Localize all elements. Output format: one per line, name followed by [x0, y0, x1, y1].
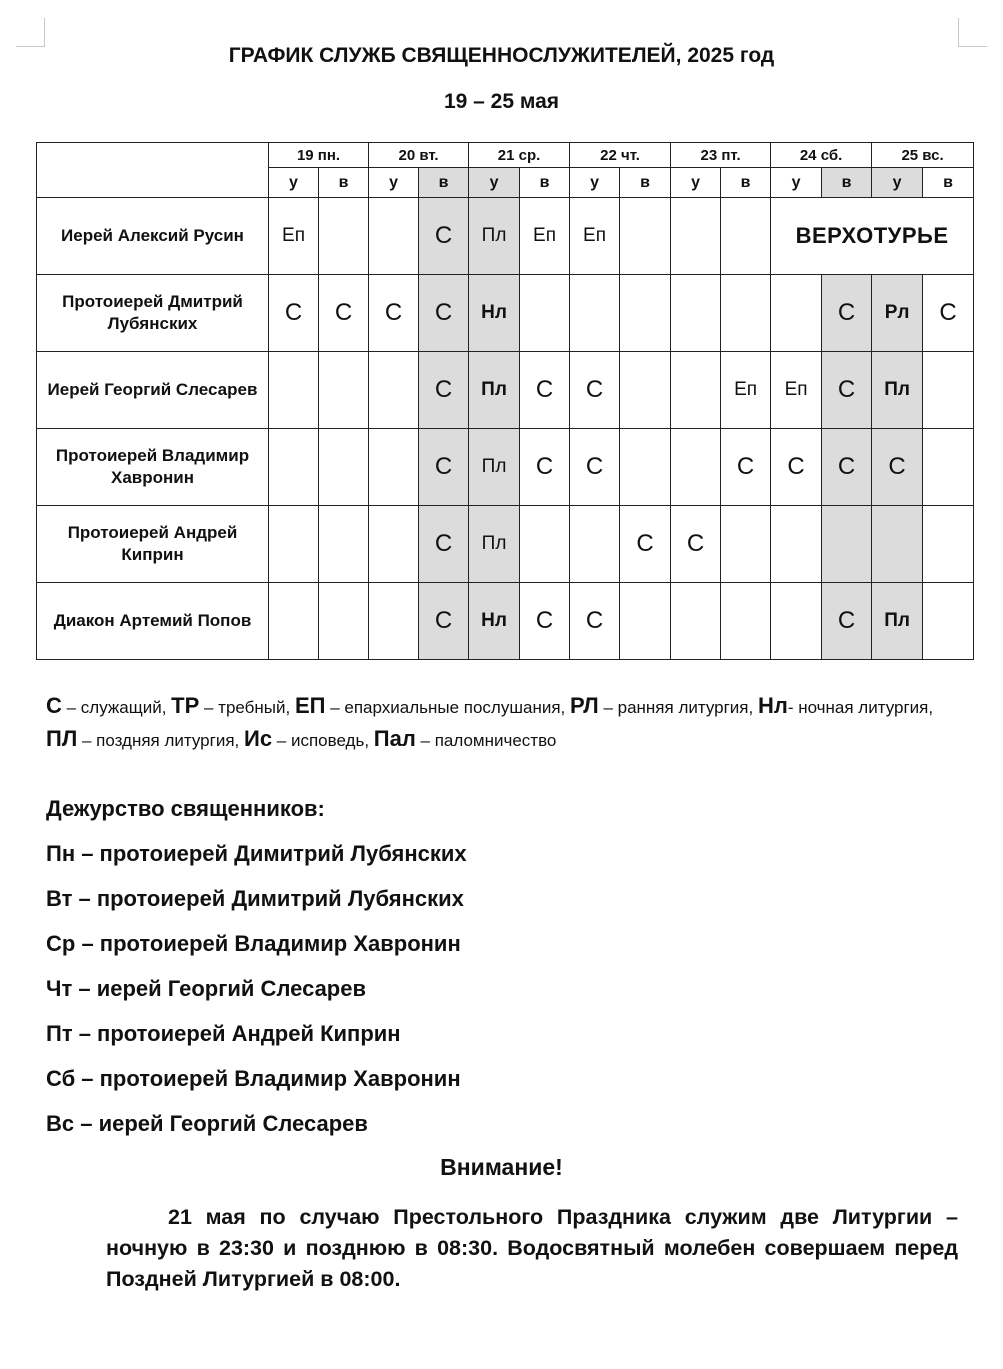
legend-code: Пал [373, 726, 416, 751]
schedule-cell: Еп [269, 198, 319, 275]
day-header: 19 пн. [269, 143, 369, 168]
schedule-cell [520, 275, 570, 352]
schedule-cell [269, 583, 319, 660]
morning-slot-header: у [872, 168, 923, 198]
schedule-cell: Еп [721, 352, 771, 429]
table-row [37, 352, 974, 429]
schedule-cell: С [419, 429, 469, 506]
schedule-cell [721, 275, 771, 352]
legend-code: ЕП [294, 693, 326, 718]
schedule-cell [620, 352, 671, 429]
duty-item: Пн – протоиерей Димитрий Лубянских [46, 841, 467, 866]
name-column-header [37, 143, 269, 198]
notice-heading: Внимание! [440, 1154, 563, 1180]
schedule-cell: Пл [872, 583, 923, 660]
schedule-cell [671, 352, 721, 429]
clergy-name: Протоиерей Дмитрий Лубянских [37, 275, 269, 352]
schedule-cell [620, 429, 671, 506]
morning-slot-header: у [570, 168, 620, 198]
schedule-cell [319, 429, 369, 506]
duty-item: Ср – протоиерей Владимир Хавронин [46, 931, 461, 956]
page-corner-mark-top-left [16, 18, 45, 47]
schedule-cell: С [570, 429, 620, 506]
legend [46, 690, 966, 756]
duty-item: Вс – иерей Георгий Слесарев [46, 1111, 368, 1136]
table-row [37, 506, 974, 583]
legend-description: – епархиальные послушания, [325, 698, 570, 717]
schedule-cell: С [671, 506, 721, 583]
schedule-cell: С [721, 429, 771, 506]
schedule-cell [369, 198, 419, 275]
duty-item: Сб – протоиерей Владимир Хавронин [46, 1066, 461, 1091]
schedule-cell: Пл [469, 198, 520, 275]
schedule-cell: С [419, 506, 469, 583]
schedule-cell [923, 429, 974, 506]
day-header: 25 вс. [872, 143, 974, 168]
schedule-cell [269, 352, 319, 429]
schedule-cell: С [771, 429, 822, 506]
morning-slot-header: у [269, 168, 319, 198]
notice-text: 21 мая по случаю Престольного Праздника служим две Литургии – ночную в 23:30 и позднюю в 08:30. Водосвятный молебен совершаем перед Поздней Литургией в 08:00. [106, 1205, 958, 1291]
schedule-cell [721, 506, 771, 583]
legend-description: – паломничество [415, 731, 557, 750]
table-row [37, 275, 974, 352]
legend-description: – поздняя литургия, [77, 731, 244, 750]
clergy-name: Протоиерей Владимир Хавронин [37, 429, 269, 506]
schedule-cell: Еп [771, 352, 822, 429]
schedule-cell: Пл [469, 429, 520, 506]
day-header: 23 пт. [671, 143, 771, 168]
legend-code: Нл [757, 693, 788, 718]
schedule-cell: Рл [872, 275, 923, 352]
legend-code: Ис [244, 726, 273, 751]
day-header: 24 сб. [771, 143, 872, 168]
schedule-cell [269, 506, 319, 583]
day-header: 20 вт. [369, 143, 469, 168]
schedule-cell: С [520, 429, 570, 506]
schedule-cell [620, 583, 671, 660]
morning-slot-header: у [671, 168, 721, 198]
clergy-name: Протоиерей Андрей Киприн [37, 506, 269, 583]
schedule-cell [771, 506, 822, 583]
schedule-table [36, 142, 974, 660]
schedule-cell: С [822, 352, 872, 429]
schedule-cell: С [872, 429, 923, 506]
schedule-cell: Пл [469, 352, 520, 429]
schedule-cell [671, 198, 721, 275]
document-title: ГРАФИК СЛУЖБ СВЯЩЕННОСЛУЖИТЕЛЕЙ, 2025 год [228, 44, 775, 67]
evening-slot-header: в [520, 168, 570, 198]
schedule-cell [620, 275, 671, 352]
duty-item: Пт – протоиерей Андрей Киприн [46, 1021, 401, 1046]
schedule-cell [771, 275, 822, 352]
schedule-cell [369, 583, 419, 660]
schedule-cell [923, 506, 974, 583]
schedule-cell [369, 352, 419, 429]
duty-list [46, 838, 467, 1153]
duty-item: Вт – протоиерей Димитрий Лубянских [46, 886, 464, 911]
schedule-cell: С [319, 275, 369, 352]
schedule-cell [822, 506, 872, 583]
schedule-cell [923, 583, 974, 660]
schedule-cell [923, 352, 974, 429]
schedule-cell: С [570, 352, 620, 429]
evening-slot-header: в [822, 168, 872, 198]
clergy-name: Иерей Алексий Русин [37, 198, 269, 275]
schedule-cell: С [570, 583, 620, 660]
schedule-cell: Нл [469, 275, 520, 352]
schedule-cell: С [419, 198, 469, 275]
clergy-name: Иерей Георгий Слесарев [37, 352, 269, 429]
schedule-cell [872, 506, 923, 583]
duty-item: Чт – иерей Георгий Слесарев [46, 976, 367, 1001]
schedule-cell [319, 352, 369, 429]
evening-slot-header: в [419, 168, 469, 198]
schedule-cell [721, 583, 771, 660]
schedule-cell [671, 583, 721, 660]
table-row [37, 198, 974, 275]
schedule-cell [269, 429, 319, 506]
schedule-cell: С [620, 506, 671, 583]
week-range: 19 – 25 мая [443, 90, 560, 113]
schedule-cell: С [419, 275, 469, 352]
table-row [37, 583, 974, 660]
schedule-cell: С [369, 275, 419, 352]
legend-description: - ночная литургия, [787, 698, 934, 717]
schedule-cell [620, 198, 671, 275]
evening-slot-header: в [721, 168, 771, 198]
schedule-cell: С [520, 352, 570, 429]
schedule-cell [520, 506, 570, 583]
schedule-cell [319, 583, 369, 660]
table-row [37, 429, 974, 506]
legend-code: ПЛ [46, 726, 78, 751]
schedule-cell: С [923, 275, 974, 352]
schedule-cell: Еп [520, 198, 570, 275]
schedule-cell: Еп [570, 198, 620, 275]
morning-slot-header: у [771, 168, 822, 198]
schedule-cell [319, 198, 369, 275]
schedule-cell: С [419, 352, 469, 429]
duty-heading: Дежурство священников: [46, 796, 325, 821]
page-corner-mark-top-right [958, 18, 987, 47]
legend-description: – исповедь, [272, 731, 374, 750]
schedule-cell: С [419, 583, 469, 660]
schedule-cell: С [520, 583, 570, 660]
schedule-cell [369, 429, 419, 506]
schedule-cell [771, 583, 822, 660]
schedule-cell [671, 429, 721, 506]
schedule-cell: С [822, 429, 872, 506]
schedule-cell [570, 506, 620, 583]
evening-slot-header: в [319, 168, 369, 198]
legend-description: – требный, [199, 698, 295, 717]
schedule-cell: С [822, 583, 872, 660]
schedule-cell [319, 506, 369, 583]
legend-description: – служащий, [61, 698, 172, 717]
schedule-cell [369, 506, 419, 583]
legend-code: РЛ [569, 693, 599, 718]
legend-code: ТР [171, 693, 200, 718]
legend-description: – ранняя литургия, [598, 698, 758, 717]
schedule-cell [721, 198, 771, 275]
morning-slot-header: у [369, 168, 419, 198]
day-header-row [37, 143, 974, 168]
schedule-cell: Пл [872, 352, 923, 429]
schedule-cell: С [269, 275, 319, 352]
morning-slot-header: у [469, 168, 520, 198]
schedule-cell [671, 275, 721, 352]
schedule-cell: С [822, 275, 872, 352]
day-header: 22 чт. [570, 143, 671, 168]
day-header: 21 ср. [469, 143, 570, 168]
evening-slot-header: в [923, 168, 974, 198]
schedule-cell: Пл [469, 506, 520, 583]
clergy-name: Диакон Артемий Попов [37, 583, 269, 660]
schedule-cell [570, 275, 620, 352]
schedule-cell: Нл [469, 583, 520, 660]
evening-slot-header: в [620, 168, 671, 198]
legend-code: С [46, 693, 62, 718]
pilgrimage-banner: ВЕРХОТУРЬЕ [771, 198, 974, 275]
